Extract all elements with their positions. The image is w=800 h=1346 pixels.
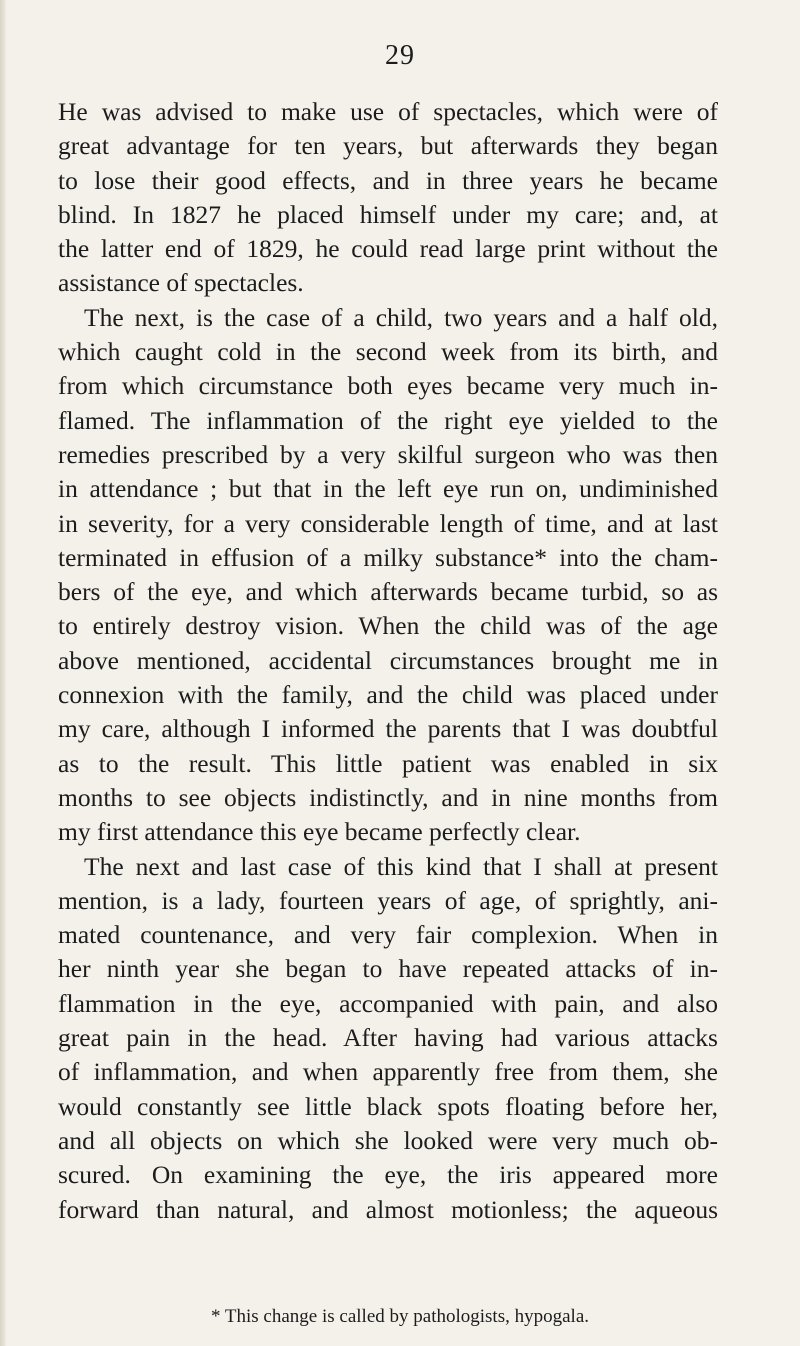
text-line: mated countenance, and very fair complexion. When in bbox=[58, 920, 718, 950]
text-line: as to the result. This little patient was enabled in six bbox=[58, 748, 718, 778]
body-text bbox=[58, 95, 718, 1227]
text-line: and all objects on which she looked were very much ob- bbox=[58, 1125, 718, 1155]
text-line: my first attendance this eye became perfectly clear. bbox=[58, 817, 581, 847]
text-line: in severity, for a very considerable length of time, and at last bbox=[58, 508, 718, 538]
text-line: her ninth year she began to have repeated attacks of in- bbox=[58, 954, 718, 984]
text-line: He was advised to make use of spectacles, which were of bbox=[58, 97, 718, 126]
text-line: my care, although I informed the parents that I was doubtful bbox=[58, 714, 718, 744]
text-line: bers of the eye, and which afterwards became turbid, so as bbox=[58, 577, 718, 607]
text-line: The next and last case of this kind that I shall at present bbox=[84, 851, 718, 881]
text-line: flammation in the eye, accompanied with pain, and also bbox=[58, 988, 718, 1018]
text-line: forward than natural, and almost motionless; the aqueous bbox=[58, 1194, 718, 1224]
text-line: to entirely destroy vision. When the child was of the age bbox=[58, 611, 718, 641]
text-line: The next, is the case of a child, two years and a half old, bbox=[84, 302, 718, 332]
text-line: terminated in effusion of a milky substance* into the cham- bbox=[58, 542, 718, 572]
text-line: scured. On examining the eye, the iris appeared more bbox=[58, 1160, 718, 1190]
text-line: of inflammation, and when apparently free from them, she bbox=[58, 1057, 718, 1087]
text-line: in attendance ; but that in the left eye run on, undiminished bbox=[58, 474, 718, 504]
text-line: blind. In 1827 he placed himself under my care; and, at bbox=[58, 199, 718, 229]
text-line: above mentioned, accidental circumstances brought me in bbox=[58, 645, 718, 675]
footnote: * This change is called by pathologists, hypogala. bbox=[211, 1306, 589, 1327]
text-line: great advantage for ten years, but afterwards they began bbox=[58, 131, 718, 161]
text-line: great pain in the head. After having had various attacks bbox=[58, 1023, 718, 1053]
text-line: connexion with the family, and the child was placed under bbox=[58, 680, 718, 710]
text-line: flamed. The inflammation of the right eye yielded to the bbox=[58, 405, 718, 435]
text-line: remedies prescribed by a very skilful surgeon who was then bbox=[58, 439, 718, 469]
text-line: which caught cold in the second week from its birth, and bbox=[58, 337, 718, 367]
text-line: from which circumstance both eyes became very much in- bbox=[58, 371, 718, 401]
text-line: assistance of spectacles. bbox=[58, 268, 304, 298]
page-edge bbox=[0, 0, 6, 1346]
text-line: months to see objects indistinctly, and in nine months from bbox=[58, 782, 718, 812]
text-line: to lose their good effects, and in three years he became bbox=[58, 165, 718, 195]
text-line: the latter end of 1829, he could read large print without the bbox=[58, 234, 718, 264]
page-number: 29 bbox=[385, 40, 415, 71]
text-line: mention, is a lady, fourteen years of age, of sprightly, ani- bbox=[58, 885, 718, 915]
text-line: would constantly see little black spots floating before her, bbox=[58, 1091, 718, 1121]
